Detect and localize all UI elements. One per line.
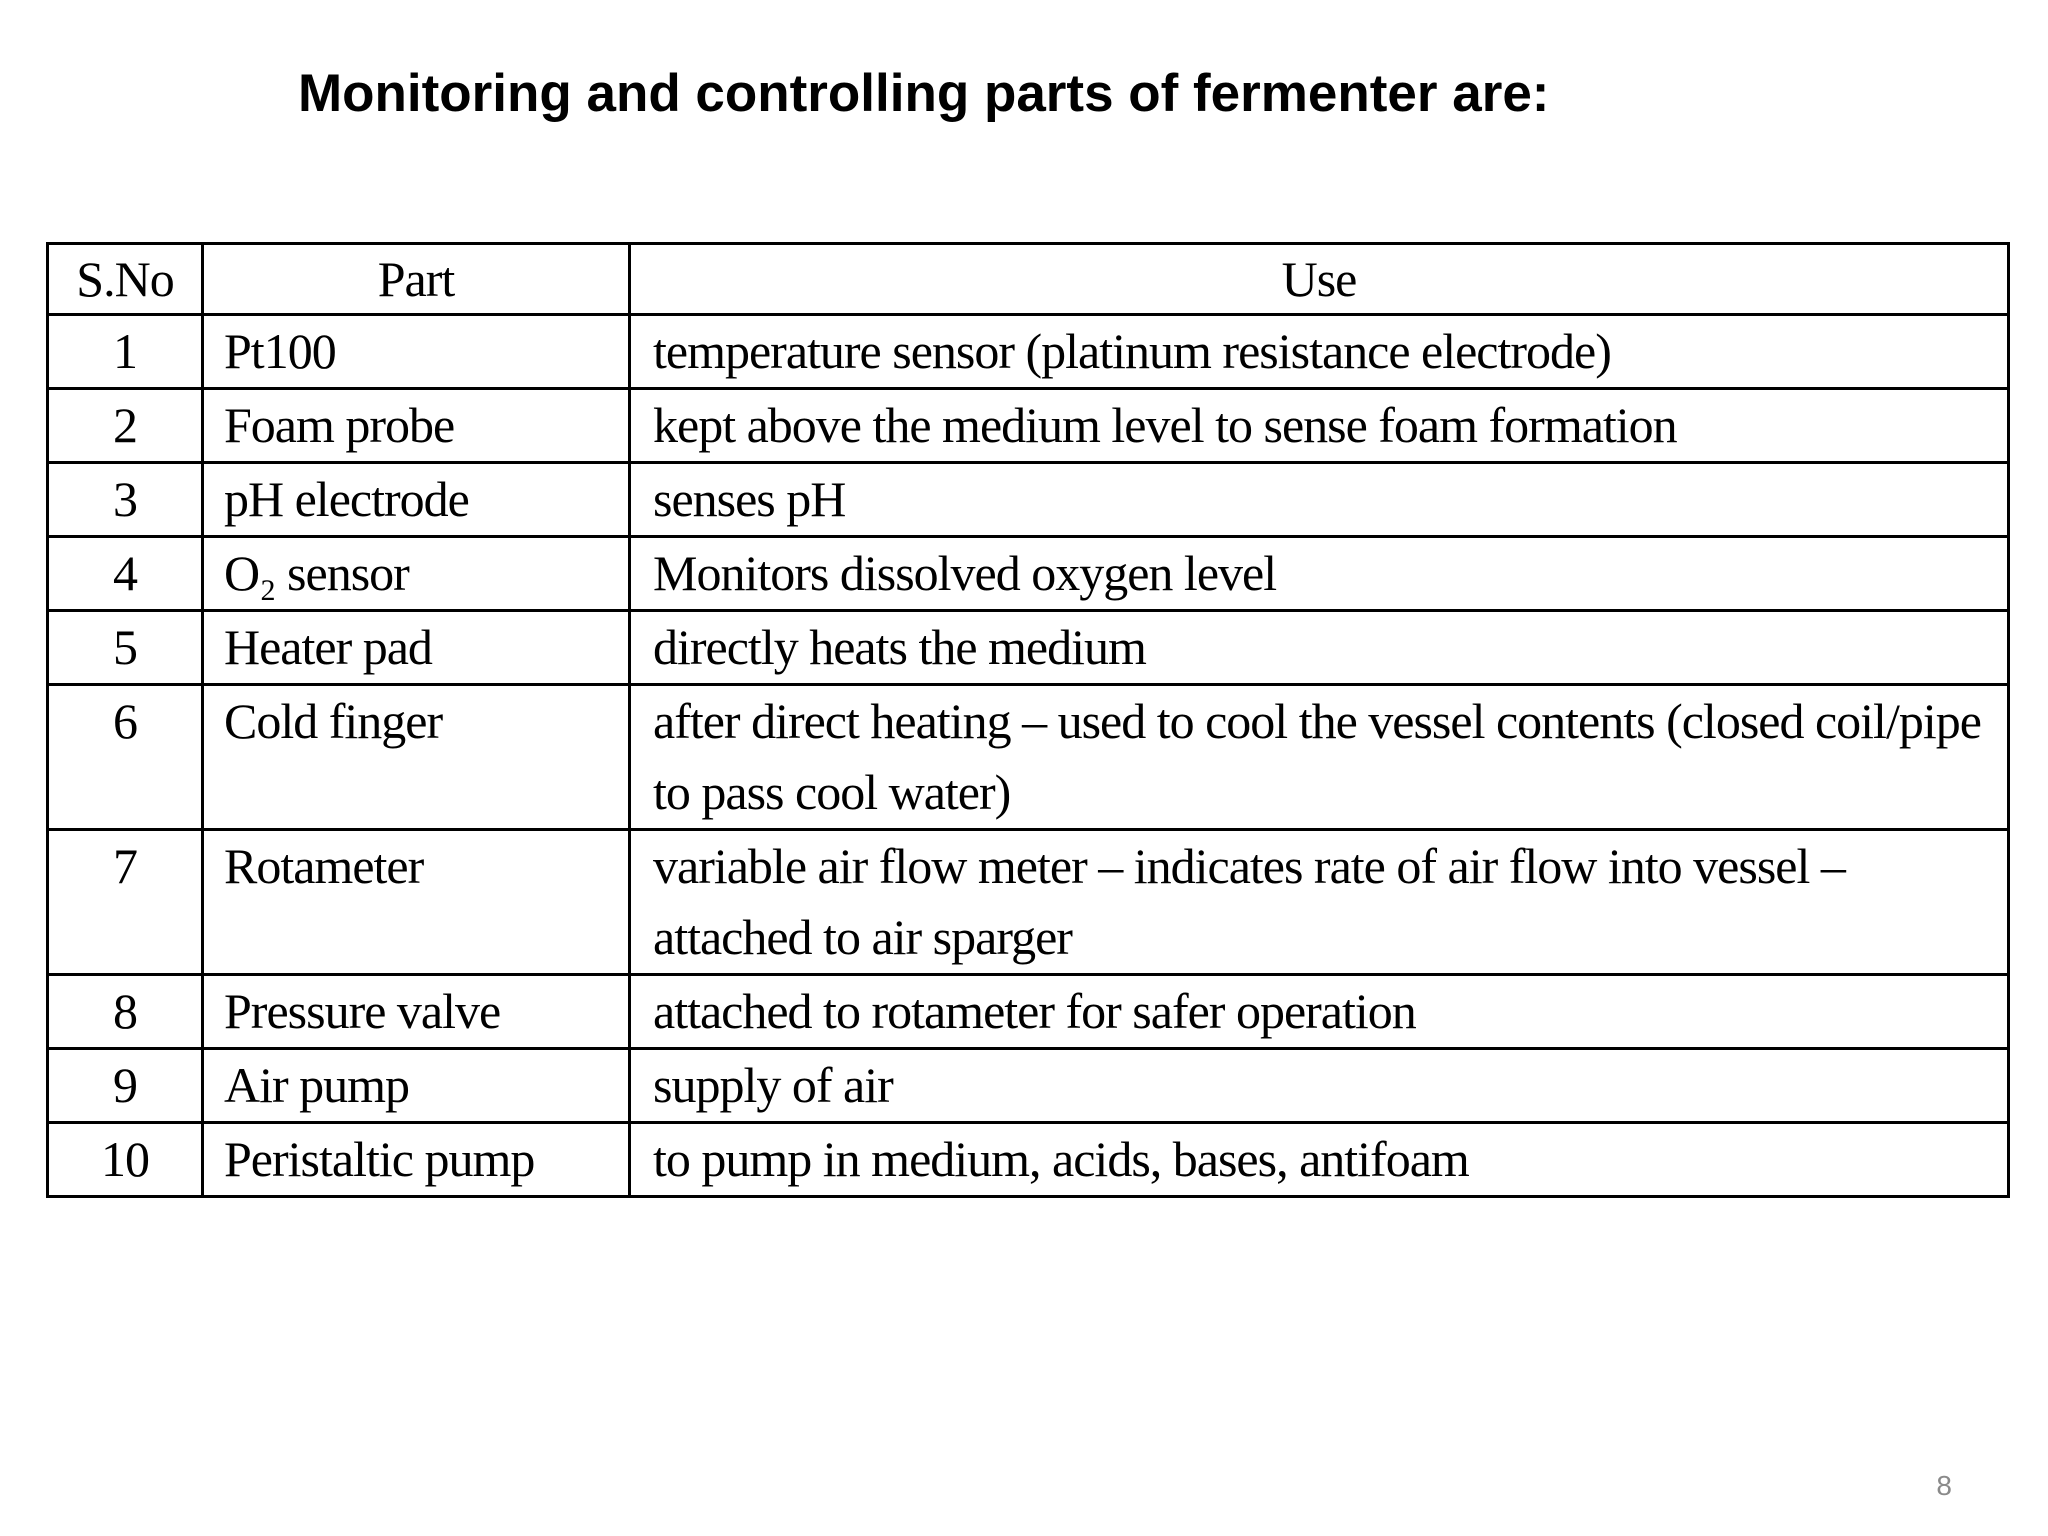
table-header-row	[48, 244, 2009, 315]
cell-sno: 3	[48, 463, 203, 537]
cell-use: after direct heating – used to cool the vessel contents (closed coil/pipe to pass cool water)	[630, 685, 2009, 830]
cell-sno: 4	[48, 537, 203, 611]
header-part: Part	[203, 244, 630, 315]
cell-use: kept above the medium level to sense foam formation	[630, 389, 2009, 463]
cell-use: to pump in medium, acids, bases, antifoam	[630, 1123, 2009, 1197]
cell-part: Heater pad	[203, 611, 630, 685]
cell-use: supply of air	[630, 1049, 2009, 1123]
table-row	[48, 463, 2009, 537]
slide-title: Monitoring and controlling parts of fermenter are:	[298, 64, 1550, 123]
cell-part: Air pump	[203, 1049, 630, 1123]
table-row	[48, 685, 2009, 830]
cell-use: attached to rotameter for safer operation	[630, 975, 2009, 1049]
table-row	[48, 975, 2009, 1049]
table-row	[48, 537, 2009, 611]
cell-part: O₂ sensor	[203, 537, 630, 611]
cell-use: senses pH	[630, 463, 2009, 537]
table-row	[48, 830, 2009, 975]
fermenter-parts-table	[46, 242, 2010, 1198]
cell-sno: 2	[48, 389, 203, 463]
header-use: Use	[630, 244, 2009, 315]
cell-use: variable air flow meter – indicates rate of air flow into vessel – attached to air sparger	[630, 830, 2009, 975]
cell-use: directly heats the medium	[630, 611, 2009, 685]
cell-use: Monitors dissolved oxygen level	[630, 537, 2009, 611]
cell-part: Peristaltic pump	[203, 1123, 630, 1197]
table-row	[48, 389, 2009, 463]
cell-sno: 6	[48, 685, 203, 830]
table-row	[48, 611, 2009, 685]
table-row	[48, 315, 2009, 389]
cell-sno: 8	[48, 975, 203, 1049]
cell-part: Pt100	[203, 315, 630, 389]
cell-part: Foam probe	[203, 389, 630, 463]
cell-sno: 5	[48, 611, 203, 685]
cell-sno: 10	[48, 1123, 203, 1197]
cell-part: pH electrode	[203, 463, 630, 537]
header-sno: S.No	[48, 244, 203, 315]
cell-use: temperature sensor (platinum resistance electrode)	[630, 315, 2009, 389]
table-row	[48, 1123, 2009, 1197]
table-row	[48, 1049, 2009, 1123]
cell-part: Rotameter	[203, 830, 630, 975]
cell-part: Cold finger	[203, 685, 630, 830]
page-number: 8	[1936, 1470, 1952, 1501]
cell-sno: 9	[48, 1049, 203, 1123]
cell-sno: 1	[48, 315, 203, 389]
cell-sno: 7	[48, 830, 203, 975]
cell-part: Pressure valve	[203, 975, 630, 1049]
